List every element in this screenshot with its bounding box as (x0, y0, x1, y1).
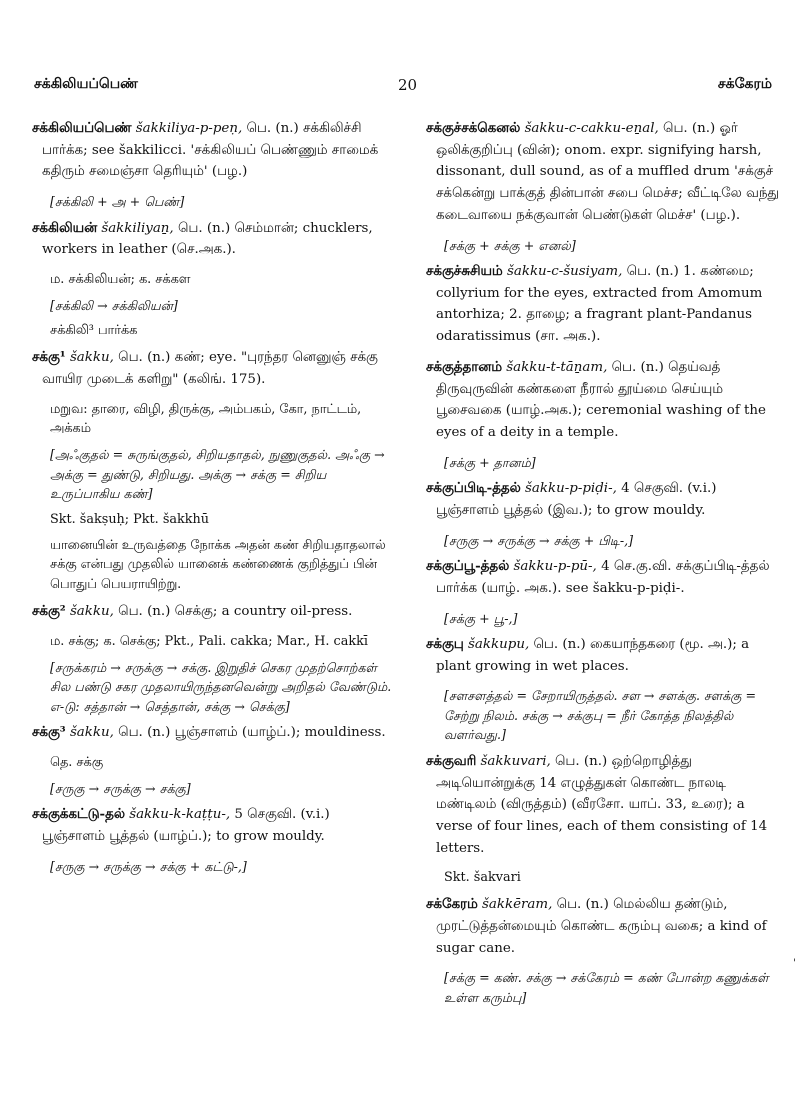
headword: சக்குத்தானம் (426, 358, 503, 375)
headword: சக்கிலியன் (32, 219, 98, 236)
headword: சக்கு¹ (32, 349, 66, 366)
cognate-note: யானையின் உருவத்தை நோக்க அதன் கண் சிறியதாதலால் சக்கு என்பது முதலில் யானைக் கண்ணைக் குறித்துப் பின் பொதுப் பெயராயிற்று. (50, 537, 386, 593)
transliteration: šakku-c-cakku-eṉal, (524, 121, 659, 136)
transliteration: šakkuvari, (480, 753, 551, 769)
etymology-note: [அஃகுதல் = சுருங்குதல், சிறியதாதல், நுணுகுதல். அஃகு → அக்கு = துண்டு, சிறியது. அக்கு → சக்கு = சிறிய உருப்பாகிய கண்] (50, 447, 385, 502)
definition: 4 செ.கு.வி. சக்குப்பிடி-த்தல் பார்க்க (யாழ். அக.). see šakku-p-piḍi-. (436, 559, 770, 596)
definition: பெ. (n.) கண்; eye. "புரந்தர னெனுஞ் சக்கு வாயிர முடைக் களிறு" (கலிங். 175). (42, 350, 378, 387)
dictionary-entry (426, 634, 782, 677)
dictionary-entry (426, 751, 782, 860)
dictionary-entry (32, 722, 392, 744)
definition: பெ. (n.) கையாந்தகரை (மூ. அ.); a plant growing in wet places. (436, 637, 750, 674)
page-number: 20 (398, 76, 418, 94)
etymology-note: [சக்கிலி → சக்கிலியன்] (50, 297, 178, 313)
dictionary-entry (426, 478, 782, 521)
cognate-note: Skt. šakvari (444, 870, 521, 886)
dictionary-entry (32, 601, 392, 623)
definition: பெ. (n.) பூஞ்சாளம் (யாழ்ப்.); mouldiness. (118, 725, 386, 741)
right-column (426, 118, 782, 1013)
transliteration: šakkiliya-p-peṇ, (135, 121, 243, 136)
headword: சக்கிலியப்பெண் (32, 120, 132, 136)
running-header-left: சக்கிலியப்பெண் (34, 76, 138, 92)
dictionary-entry (426, 894, 782, 959)
headword: சக்குபு (426, 636, 464, 653)
etymology-note: [சருகு → சருக்கு → சக்கு] (50, 780, 191, 796)
headword: சக்குப்பூ-த்தல் (426, 558, 510, 575)
headword: சக்குக்கட்டு-தல் (32, 806, 125, 823)
transliteration: šakku-t-tāṉam, (506, 359, 608, 375)
definition: பெ. (n.) ஒற்றொழித்து அடியொன்றுக்கு 14 எழுத்துகள் கொண்ட நாலடி மண்டிலம் (விருத்தம்) (வீரசோ. யாப். 33, உரை); a verse of four lines, each of them consisting of 14 letters. (436, 753, 768, 856)
definition: பெ. (n.) செம்மான்; chucklers, workers in leather (செ.அக.). (42, 220, 373, 258)
dictionary-entry (426, 118, 782, 227)
transliteration: šakku-p-pū-, (513, 559, 597, 575)
headword: சக்குச்சக்கெனல் (426, 120, 521, 136)
dictionary-entry (32, 804, 392, 847)
headword: சக்கு³ (32, 724, 66, 741)
etymology-note: [சளசளத்தல் = சேறாயிருத்தல். சள → சளக்கு. சளக்கு = சேற்று நிலம். சக்கு → சக்குபு = நீர் கோத்த நிலத்தில் வளர்வது.] (444, 688, 757, 743)
cognate-note: சக்கிலி³ பார்க்க (50, 323, 138, 339)
etymology-note: [சருக்கரம் → சருக்கு → சக்கு. இறுதிச் செகர முதற்சொற்கள் சில பண்டு சகர முதலாயிருந்தனவென்று அறிதல் வேண்டும். எ-டு: சத்தான் → செத்தான், சக்கு → செக்கு] (50, 659, 392, 714)
left-column (32, 118, 392, 882)
etymology-note: [சக்கு = கண். சக்கு → சக்கேரம் = கண் போன்ற கணுக்கள் உள்ள கரும்பு] (444, 970, 769, 1005)
transliteration: šakku, (69, 725, 114, 741)
definition: பெ. (n.) செக்கு; a country oil-press. (118, 604, 353, 620)
dictionary-entry (426, 556, 782, 599)
transliteration: šakku-p-piḍi-, (525, 481, 617, 497)
definition: பெ. (n.) 1. கண்மை; collyrium for the eyes, extracted from Amomum antorhiza; 2. தாழை; a fragrant plant-Pandanus odaratissimus (சா. அக.). (436, 264, 763, 345)
cognate-note: Skt. šakṣuḥ; Pkt. šakkhū (50, 511, 210, 527)
dictionary-entry (426, 261, 782, 348)
edge-mark: ' (793, 958, 796, 969)
etymology-note: [சக்கு + தானம்] (444, 454, 536, 470)
running-header-right: சக்கேரம் (717, 76, 772, 92)
definition: 5 செகுவி. (v.i.) பூஞ்சாளம் பூத்தல் (யாழ்ப்.); to grow mouldy. (42, 807, 330, 844)
dictionary-entry (32, 347, 392, 390)
dictionary-entry (32, 118, 392, 183)
cognate-note: ம. சக்கிலியன்; க. சக்கள (50, 272, 191, 288)
definition: 4 செகுவி. (v.i.) பூஞ்சாளம் பூத்தல் (இவ.); to grow mouldy. (436, 481, 717, 518)
definition: பெ. (n.) சக்கிலிச்சி பார்க்க; see šakkilicci. 'சக்கிலியப் பெண்ணும் சாமைக் கதிரும் சமைஞ்சா தெரியும்' (பழ.) (42, 121, 379, 180)
headword: சக்கேரம் (426, 896, 478, 913)
transliteration: šakkiliyaṉ, (101, 220, 174, 236)
etymology-note: [சக்கு + சக்கு + எனல்] (444, 237, 576, 253)
dictionary-entry (32, 218, 392, 261)
headword: சக்குவரி (426, 752, 477, 769)
transliteration: šakku-k-kaṭṭu-, (129, 807, 231, 823)
cognate-note: ம. சக்கு; க. செக்கு; Pkt., Pali. cakka; Mar., H. cakkī (50, 633, 368, 649)
transliteration: šakkēram, (482, 897, 553, 913)
cognate-note: தெ. சக்கு (50, 754, 103, 770)
transliteration: šakku-c-šusiyam, (506, 264, 623, 280)
etymology-note: [சருகு → சருக்கு → சக்கு + கட்டு-,] (50, 858, 247, 874)
transliteration: šakku, (69, 604, 114, 620)
dictionary-entry (426, 357, 782, 444)
etymology-note: [சக்கிலி + அ + பெண்] (50, 194, 185, 210)
etymology-note: [சருகு → சருக்கு → சக்கு + பிடி-,] (444, 532, 633, 548)
etymology-note: [சக்கு + பூ-,] (444, 610, 518, 626)
transliteration: šakkupu, (468, 637, 530, 653)
transliteration: šakku, (69, 350, 114, 366)
definition: பெ. (n.) மெல்லிய தண்டும், முரட்டுத்தன்மையும் கொண்ட கரும்பு வகை; a kind of sugar cane. (436, 897, 767, 956)
cognate-note: மறுவ: தாரை, விழி, திருக்கு, அம்பகம், கோ, நாட்டம், அக்கம் (50, 401, 362, 437)
definition: பெ. (n.) தெய்வத் திருவுருவின் கண்களை நீரால் தூய்மை செய்யும் பூசைவகை (யாழ்.அக.); ceremonial washing of the eyes of a deity in a temple. (436, 359, 766, 440)
headword: சக்குப்பிடி-த்தல் (426, 480, 521, 497)
headword: சக்கு² (32, 603, 66, 620)
headword: சக்குச்சுசியம் (426, 263, 503, 280)
definition: பெ. (n.) ஓர் ஒலிக்குறிப்பு (வின்); onom. expr. signifying harsh, dissonant, dull sound, as of a muffled drum 'சக்குச் சக்கென்று பாக்குத் தின்பான் சபை மெச்ச; வீட்டிலே வந்து கடைவாயை நக்குவான் பெண்டுகள் மெச்ச' (பழ.). (436, 121, 780, 223)
